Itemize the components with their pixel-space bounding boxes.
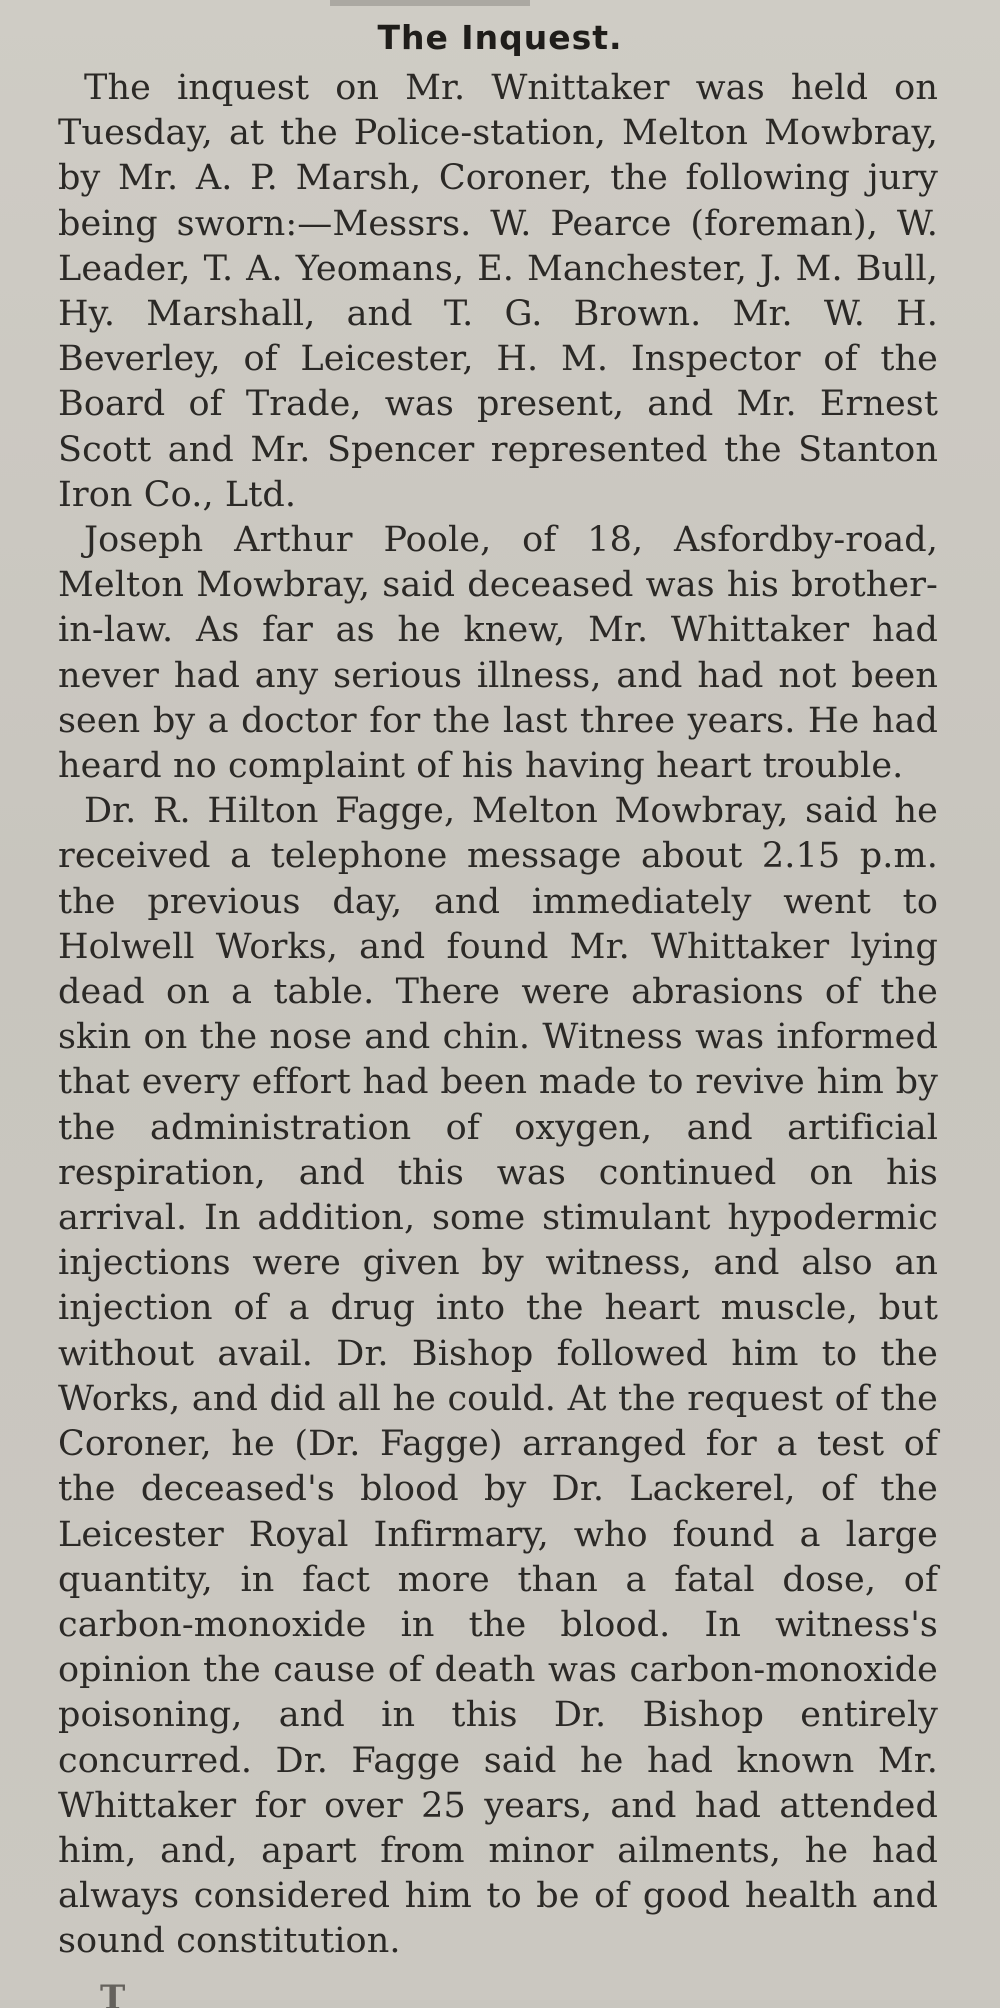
article-paragraph-3: Dr. R. Hilton Fagge, Melton Mowbray, said he received a telephone message about 2.15 p.m. the previous day, and immediately went to Holwell Works, and found Mr. Whittaker lying dead on a table. There were abrasions of the skin on the nose and chin. Witness was informed that every effort had been made to revive him by the administration of oxygen, and artificial respiration, and this was continued on his arrival. In addition, some stimulant hypodermic injections were given by witness, and also an injection of a drug into the heart muscle, but without avail. Dr. Bishop followed him to the Works, and did all he could. At the request of the Coroner, he (Dr. Fagge) arranged for a test of the deceased's blood by Dr. Lackerel, of the Leicester Royal Infirmary, who found a large quantity, in fact more than a fatal dose, of carbon-monoxide in the blood. In witness's opinion the cause of death was carbon-monoxide poisoning, and in this Dr. Bishop entirely concurred. Dr. Fagge said he had known Mr. Whittaker for over 25 years, and had attended him, and, apart from minor ailments, he had always considered him to be of good health and sound constitution. xyxy=(58,791,938,1962)
column-rule xyxy=(330,0,530,6)
cut-off-next-line: T xyxy=(100,1978,134,2008)
article-paragraph-1: The inquest on Mr. Wnittaker was held on Tuesday, at the Police-station, Melton Mowbray, by Mr. A. P. Marsh, Coroner, the following jury being sworn:—Messrs. W. Pearce (foreman), W. Leader, T. A. Yeomans, E. Manchester, J. M. Bull, Hy. Marshall, and T. G. Brown. Mr. W. H. Beverley, of Leicester, H. M. Inspector of the Board of Trade, was present, and Mr. Ernest Scott and Mr. Spencer represented the Stanton Iron Co., Ltd. xyxy=(58,68,938,515)
article-paragraph-2: Joseph Arthur Poole, of 18, Asfordby-road, Melton Mowbray, said deceased was his brother-in-law. As far as he knew, Mr. Whittaker had never had any serious illness, and had not been seen by a doctor for the last three years. He had heard no complaint of his having heart trouble. xyxy=(58,520,938,787)
article-heading: The Inquest. xyxy=(377,18,623,57)
article-body xyxy=(58,66,938,1965)
